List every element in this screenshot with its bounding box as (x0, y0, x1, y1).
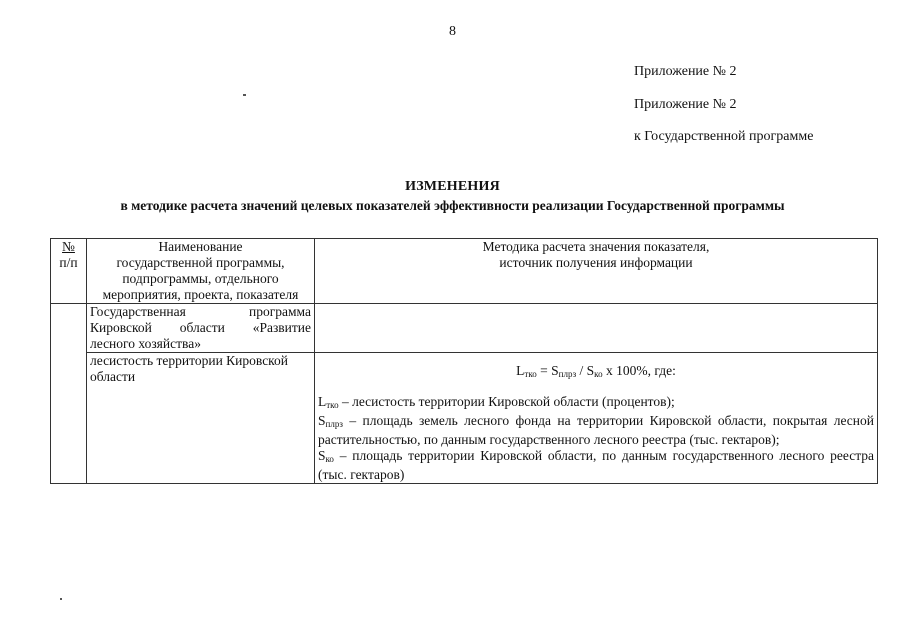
formula-symbol: L (516, 363, 525, 378)
indicator-name-cell: лесистость территории Кировской области (87, 353, 315, 484)
formula-tail: x 100%, где: (602, 363, 676, 378)
header-name-line: Наименование (158, 239, 243, 254)
methodology-table (50, 238, 878, 484)
header-method (315, 239, 878, 304)
header-num-line: п/п (59, 255, 78, 270)
table-row (51, 353, 878, 484)
document-title: ИЗМЕНЕНИЯ (405, 179, 500, 194)
document-subtitle: в методике расчета значений целевых показателей эффективности реализации Государственной программы (120, 198, 785, 213)
program-name-line: Кировской области «Развитие (90, 320, 311, 335)
formula-subscript: плрз (558, 369, 577, 379)
formula-subscript: тко (524, 369, 537, 379)
appendix-label-repeat: Приложение № 2 (634, 97, 737, 112)
definition-ltko (318, 394, 874, 413)
header-method-line: Методика расчета значения показателя, (482, 239, 710, 254)
header-method-line: источник получения информации (499, 255, 693, 270)
definition-text: – площадь земель лесного фонда на территории Кировской области, покрытая лесной растительностью, по данным государственного лесного реестра (тыс. гектаров); (318, 413, 874, 447)
table-header-row (51, 239, 878, 304)
header-name-line: подпрограммы, отдельного (122, 271, 279, 286)
program-name-line: лесного хозяйства» (90, 336, 201, 351)
header-name (87, 239, 315, 304)
indicator-method-cell (315, 353, 878, 484)
definition-subscript: плрз (325, 419, 343, 429)
program-name-line: Государственная программа (90, 304, 311, 319)
definition-text: – лесистость территории Кировской области (процентов); (338, 394, 675, 409)
program-name-cell (87, 304, 315, 353)
header-name-line: государственной программы, (116, 255, 285, 270)
definition-subscript: тко (326, 400, 339, 410)
formula-operator: = (536, 363, 552, 378)
formula-symbol: S (551, 363, 559, 378)
definition-symbol: S (318, 413, 326, 428)
scan-speck (60, 598, 62, 600)
definition-text: – площадь территории Кировской области, по данным государственного лесного реестра (тыс. гектаров) (318, 448, 874, 482)
formula-subscript: ко (594, 369, 603, 379)
definition-symbol: S (318, 448, 326, 463)
program-method-cell (315, 304, 878, 353)
appendix-label: Приложение № 2 (634, 64, 737, 79)
page-number: 8 (449, 24, 456, 39)
appendix-reference: к Государственной программе (634, 129, 814, 144)
row-num-cell (51, 304, 87, 484)
definition-sko (318, 448, 874, 483)
formula-operator: / (576, 363, 587, 378)
header-num-line: № (62, 239, 75, 254)
table-row (51, 304, 878, 353)
header-name-line: мероприятия, проекта, показателя (102, 287, 299, 302)
definition-splrz (318, 413, 874, 448)
scan-speck (243, 94, 246, 96)
definition-symbol: L (318, 394, 327, 409)
formula-symbol: S (586, 363, 595, 378)
definition-subscript: ко (325, 454, 334, 464)
formula (318, 353, 874, 394)
header-num (51, 239, 87, 304)
